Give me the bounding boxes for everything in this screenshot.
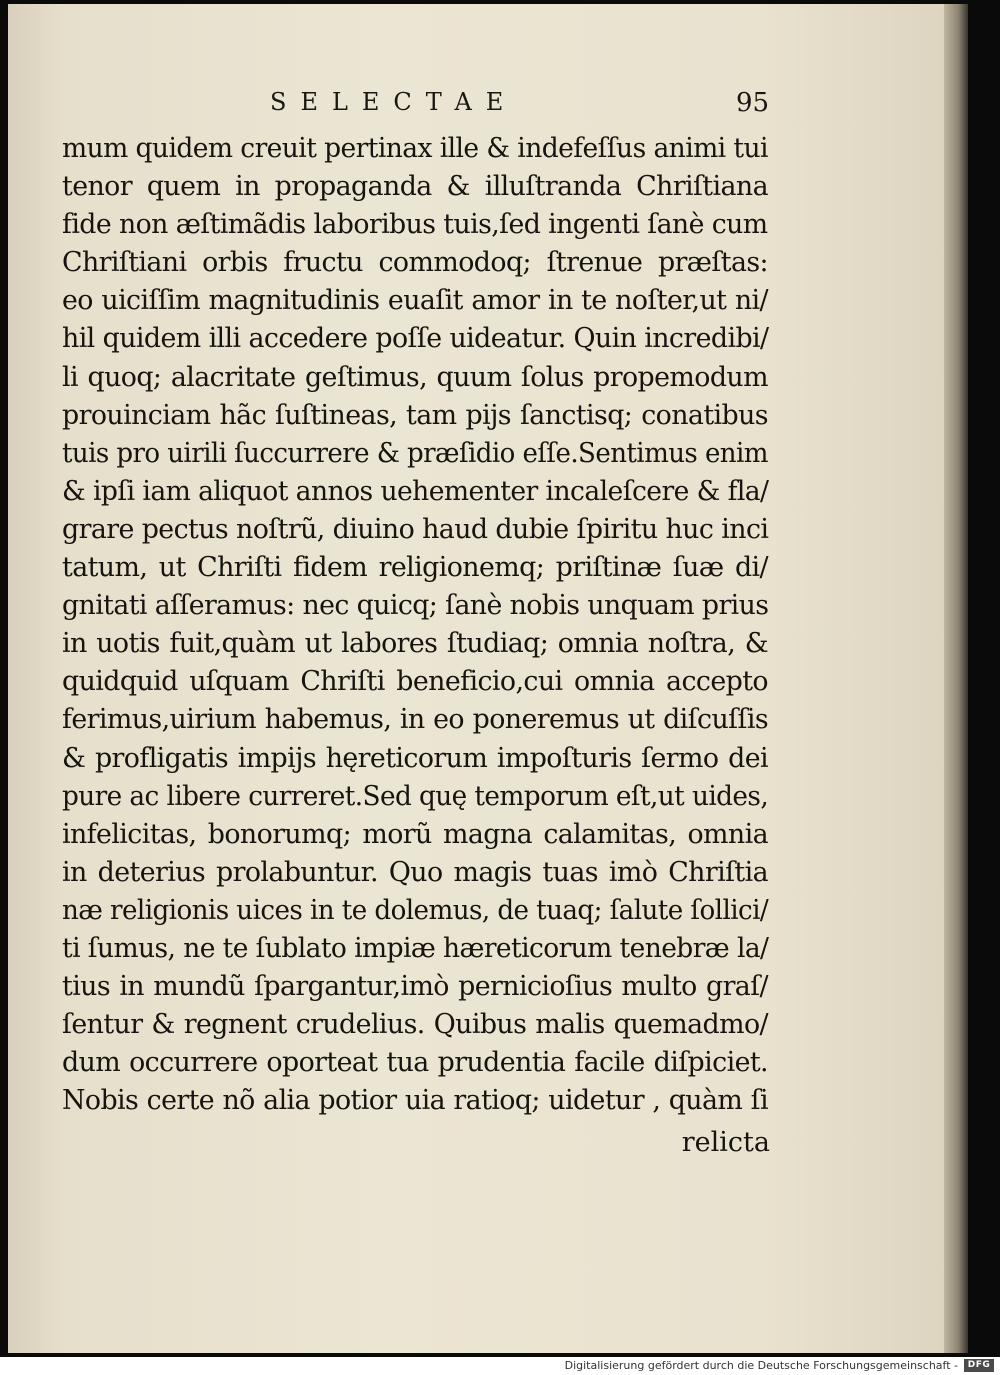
- text-line: tenor quem in propaganda & illuſtranda Chriſtiana: [62, 171, 768, 203]
- text-line: li quoq; alacritate geſtimus, quum ſolus propemodum: [62, 361, 768, 393]
- text-line: ſentur & regnent crudelius. Quibus malis quemadmo/: [62, 1009, 768, 1041]
- text-line: hil quidem illi accedere poſſe uideatur. Quin incredibi/: [62, 323, 769, 355]
- page-edge: [944, 4, 968, 1353]
- text-line: tius in mundũ ſpargantur,imò pernicioſius multo graſ/: [62, 971, 768, 1003]
- catchword: relicta: [681, 1127, 770, 1158]
- text-line: mum quidem creuit pertinax ille & indefeſſus animi tui: [62, 133, 768, 164]
- text-line: Nobis certe nõ alia potior uia ratioq; uidetur , quàm ſi: [62, 1085, 768, 1117]
- text-line: tuis pro uirili ſuccurrere & præſidio eſſe.Sentimus enim: [62, 437, 768, 469]
- text-line: pure ac libere curreret.Sed quę temporum eſt,ut uides,: [62, 780, 769, 812]
- text-line: ti ſumus, ne te ſublato impiæ hæreticorum tenebræ la/: [62, 932, 769, 964]
- text-line: fide non æſtimãdis laboribus tuis,ſed ingenti ſanè cum: [62, 209, 768, 241]
- text-line: gnitati aſſeramus: nec quicq; ſanè nobis unquam prius: [62, 590, 769, 622]
- text-line: prouinciam hãc ſuſtineas, tam pijs ſanctisq; conatibus: [62, 399, 768, 431]
- text-line: & profligatis impijs hęreticorum impoſturis ſermo dei: [62, 742, 768, 774]
- running-title: SELECTAE: [270, 88, 518, 116]
- text-line: quidquid uſquam Chriſti beneficio,cui omnia accepto: [62, 666, 768, 698]
- text-line: in uotis fuit,quàm ut labores ſtudiaq; omnia noſtra, &: [62, 628, 768, 660]
- page-header: [270, 88, 770, 128]
- text-line: næ religionis uices in te dolemus, de tuaq; ſalute ſollici/: [62, 894, 769, 926]
- text-line: infelicitas, bonorumq; morũ magna calamitas, omnia: [62, 818, 768, 850]
- text-line: in deterius prolabuntur. Quo magis tuas imò Chriſtia: [62, 856, 768, 888]
- body-text: [62, 130, 772, 1120]
- footer: [0, 1357, 1000, 1375]
- text-line: eo uiciſſim magnitudinis euaſit amor in te noſter,ut ni/: [62, 285, 768, 317]
- text-line: grare pectus noſtrũ, diuino haud dubie ſpiritu huc inci: [62, 513, 769, 545]
- text-line: & ipſi iam aliquot annos uehementer incaleſcere & fla/: [62, 475, 769, 507]
- funding-credit: Digitalisierung gefördert durch die Deutsche Forschungsgemeinschaft -: [564, 1359, 958, 1372]
- text-line: tatum, ut Chriſti fidem religionemq; priſtinæ ſuæ di/: [62, 552, 768, 584]
- page-number: 95: [736, 88, 770, 118]
- text-line: Chriſtiani orbis fructu commodoq; ſtrenue præſtas:: [62, 247, 768, 279]
- text-line: dum occurrere oporteat tua prudentia facile diſpiciet.: [62, 1047, 768, 1079]
- text-line: ferimus,uirium habemus, in eo poneremus ut diſcuſſis: [62, 704, 768, 736]
- dfg-logo: DFG: [964, 1359, 994, 1372]
